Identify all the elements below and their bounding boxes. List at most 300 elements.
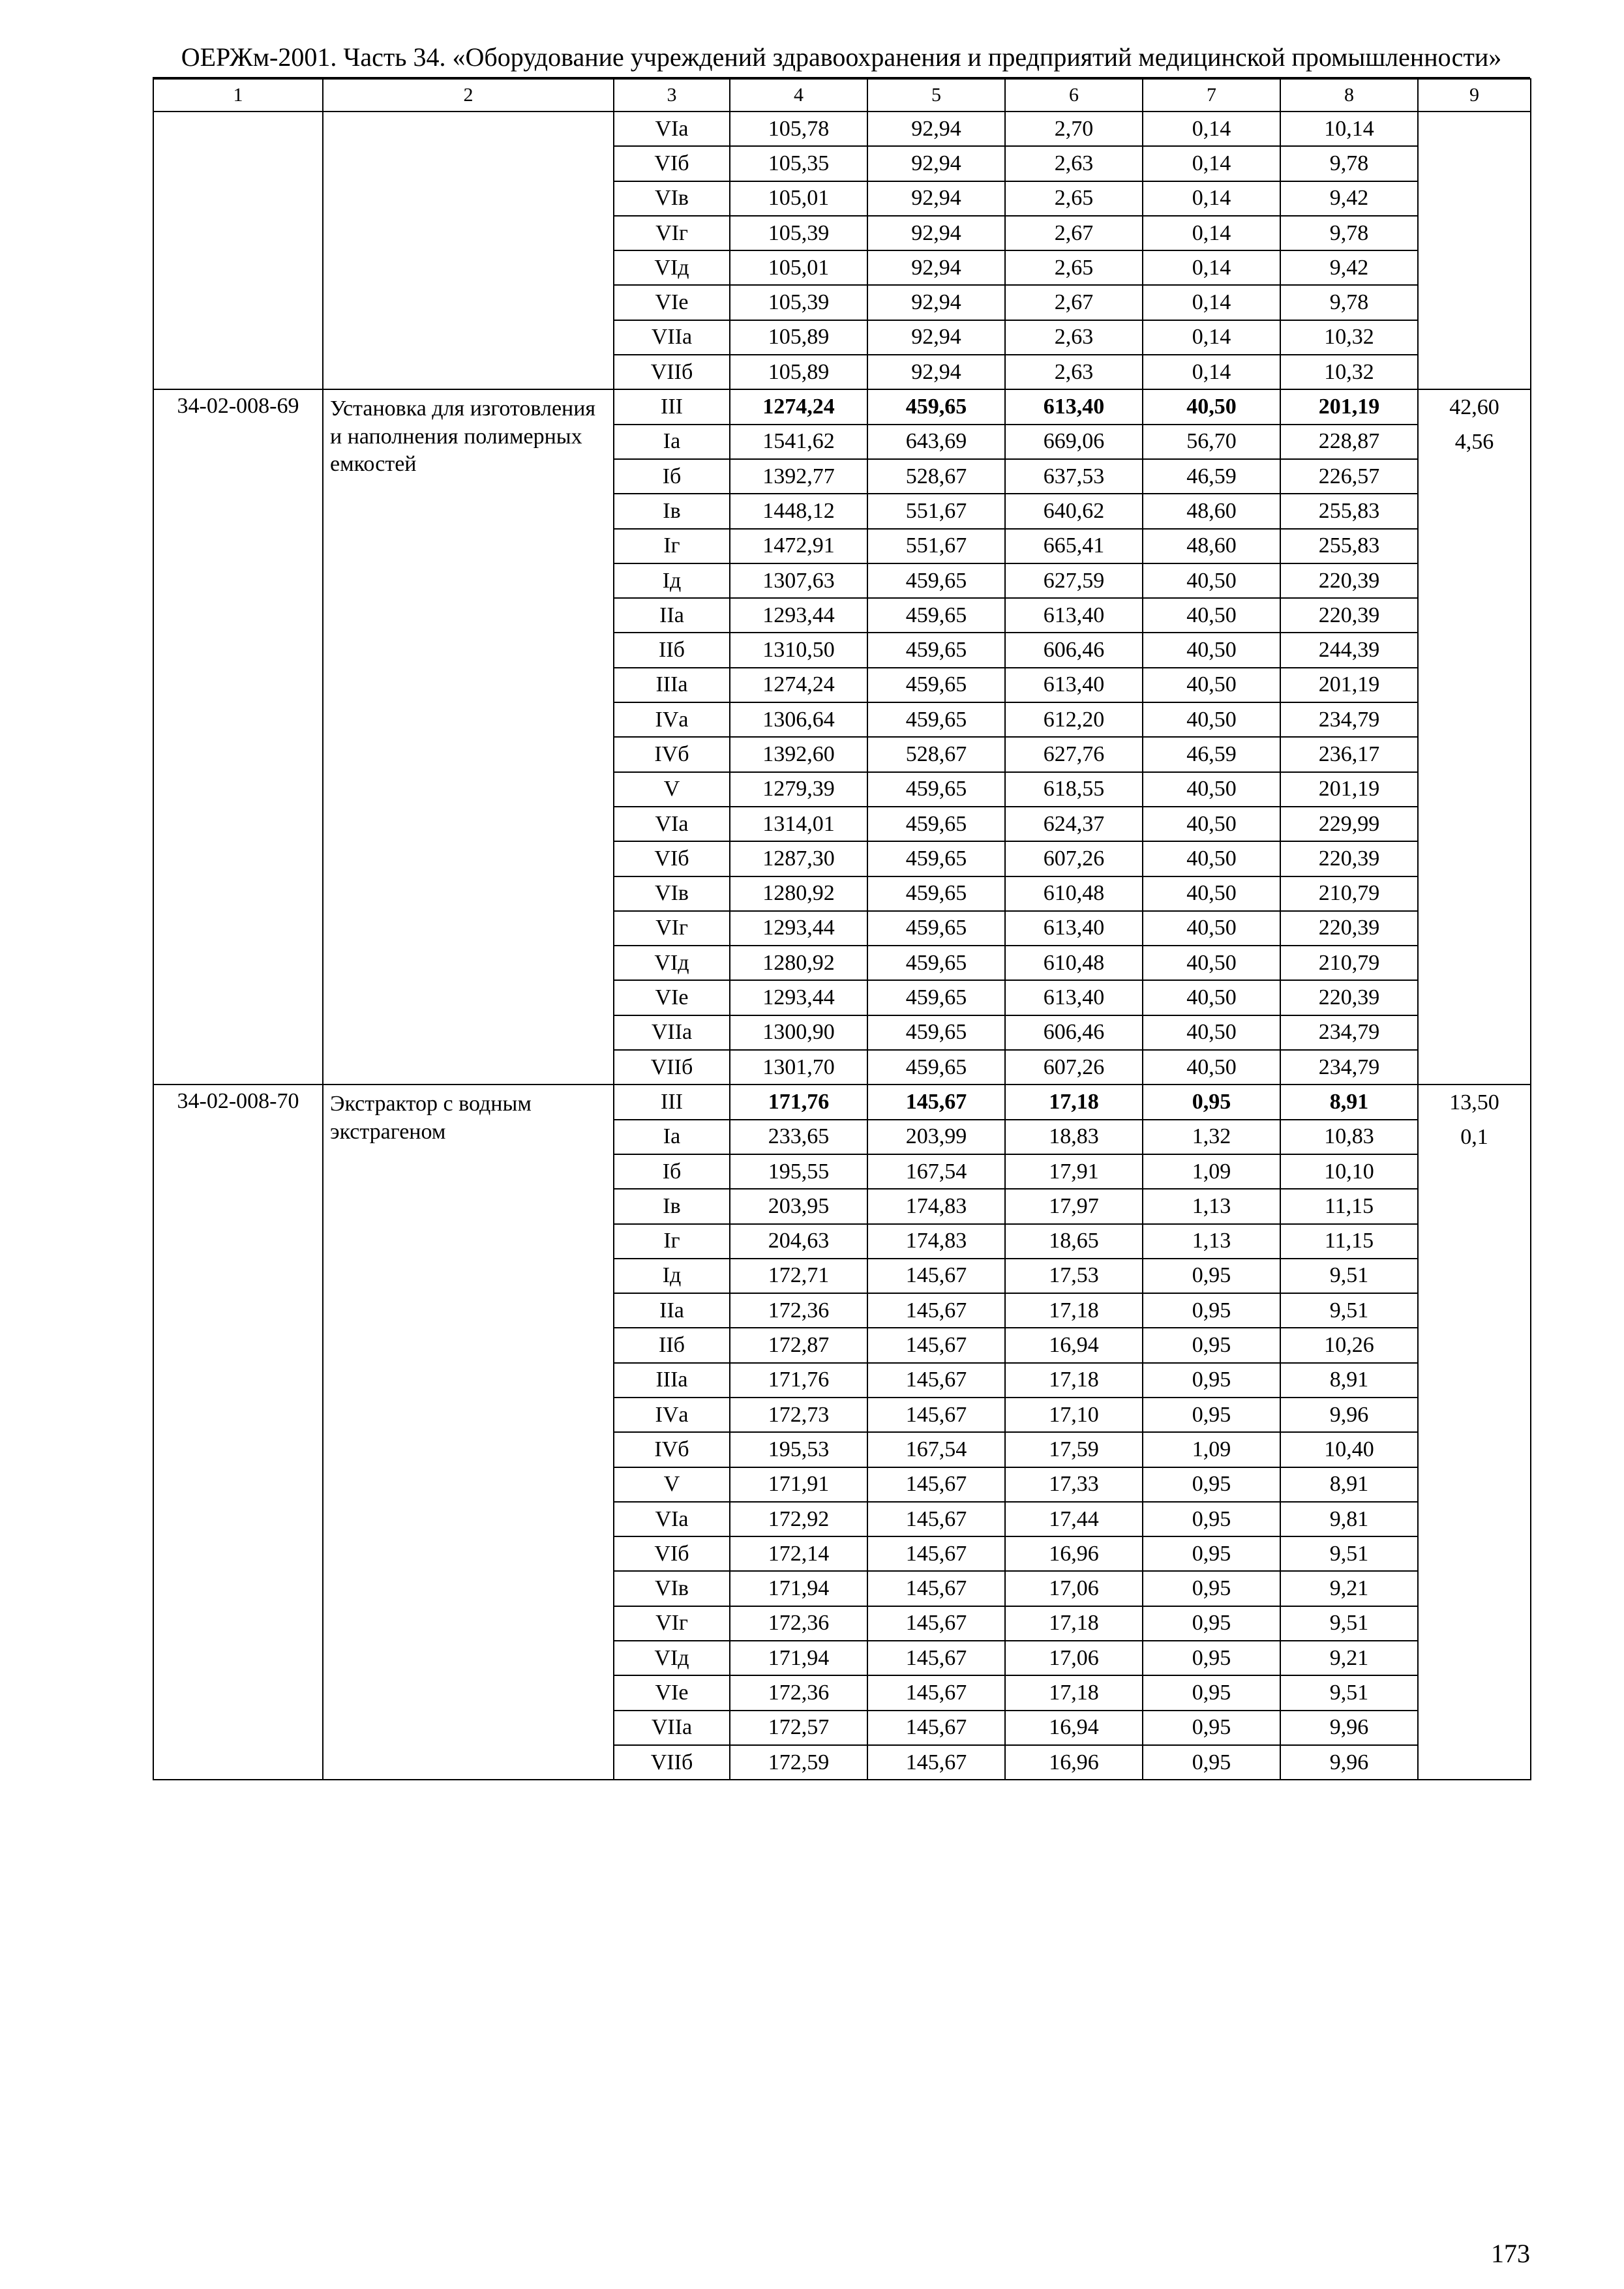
- value-cell: 145,67: [867, 1259, 1005, 1293]
- region-cell: IIа: [614, 598, 730, 633]
- region-cell: VIб: [614, 841, 730, 876]
- region-cell: VIа: [614, 1502, 730, 1536]
- value-cell: 1300,90: [730, 1015, 867, 1050]
- value-cell: 459,65: [867, 633, 1005, 667]
- value-cell: 172,71: [730, 1259, 867, 1293]
- table-row: [153, 112, 1531, 146]
- value-cell: 171,94: [730, 1571, 867, 1606]
- column9-cell: [1418, 1085, 1531, 1780]
- value-cell: 17,06: [1005, 1641, 1143, 1675]
- value-cell: 40,50: [1143, 807, 1280, 841]
- column-number: 3: [614, 79, 730, 112]
- value-cell: 627,76: [1005, 737, 1143, 771]
- value-cell: 220,39: [1280, 980, 1418, 1015]
- value-cell: 145,67: [867, 1328, 1005, 1362]
- value-cell: 612,20: [1005, 702, 1143, 737]
- value-cell: 234,79: [1280, 702, 1418, 737]
- value-cell: 0,95: [1143, 1675, 1280, 1710]
- value-cell: 459,65: [867, 946, 1005, 980]
- value-cell: 105,89: [730, 320, 867, 355]
- region-cell: IVб: [614, 737, 730, 771]
- value-cell: 40,50: [1143, 1015, 1280, 1050]
- region-cell: IIб: [614, 1328, 730, 1362]
- value-cell: 226,57: [1280, 459, 1418, 494]
- value-cell: 8,91: [1280, 1085, 1418, 1119]
- value-cell: 665,41: [1005, 529, 1143, 563]
- value-cell: 229,99: [1280, 807, 1418, 841]
- value-cell: 234,79: [1280, 1015, 1418, 1050]
- value-cell: 459,65: [867, 389, 1005, 424]
- value-cell: 0,95: [1143, 1085, 1280, 1119]
- value-cell: 0,14: [1143, 355, 1280, 389]
- value-cell: 16,94: [1005, 1711, 1143, 1745]
- value-cell: 459,65: [867, 911, 1005, 946]
- region-cell: V: [614, 1467, 730, 1502]
- value-cell: 0,14: [1143, 112, 1280, 146]
- region-cell: IIIа: [614, 1363, 730, 1398]
- region-cell: VIб: [614, 146, 730, 181]
- region-cell: Iб: [614, 459, 730, 494]
- value-cell: 105,39: [730, 216, 867, 250]
- value-cell: 11,15: [1280, 1224, 1418, 1259]
- region-cell: IVб: [614, 1432, 730, 1467]
- value-cell: 172,36: [730, 1293, 867, 1328]
- region-cell: VIд: [614, 1641, 730, 1675]
- value-cell: 10,40: [1280, 1432, 1418, 1467]
- value-cell: 46,59: [1143, 737, 1280, 771]
- value-cell: 92,94: [867, 285, 1005, 320]
- value-cell: 9,51: [1280, 1536, 1418, 1571]
- column-number: 9: [1418, 79, 1531, 112]
- value-cell: 627,59: [1005, 563, 1143, 598]
- column-number: 2: [323, 79, 614, 112]
- value-cell: 0,95: [1143, 1328, 1280, 1362]
- value-cell: 613,40: [1005, 668, 1143, 702]
- value-cell: 40,50: [1143, 1050, 1280, 1085]
- value-cell: 2,63: [1005, 146, 1143, 181]
- value-cell: 40,50: [1143, 563, 1280, 598]
- value-cell: 1293,44: [730, 598, 867, 633]
- value-cell: 204,63: [730, 1224, 867, 1259]
- value-cell: 172,14: [730, 1536, 867, 1571]
- column9-cell: [1418, 112, 1531, 389]
- value-cell: 9,51: [1280, 1259, 1418, 1293]
- value-cell: 220,39: [1280, 911, 1418, 946]
- value-cell: 459,65: [867, 563, 1005, 598]
- value-cell: 220,39: [1280, 598, 1418, 633]
- region-cell: IIа: [614, 1293, 730, 1328]
- value-cell: 459,65: [867, 841, 1005, 876]
- value-cell: 9,51: [1280, 1606, 1418, 1641]
- region-cell: IVа: [614, 1398, 730, 1432]
- value-cell: 459,65: [867, 598, 1005, 633]
- value-cell: 234,79: [1280, 1050, 1418, 1085]
- value-cell: 9,78: [1280, 285, 1418, 320]
- value-cell: 610,48: [1005, 946, 1143, 980]
- value-cell: 40,50: [1143, 633, 1280, 667]
- value-cell: 145,67: [867, 1571, 1005, 1606]
- value-cell: 9,42: [1280, 181, 1418, 216]
- value-cell: 624,37: [1005, 807, 1143, 841]
- value-cell: 9,81: [1280, 1502, 1418, 1536]
- region-cell: VIIа: [614, 1711, 730, 1745]
- value-cell: 1392,77: [730, 459, 867, 494]
- value-cell: 1,13: [1143, 1189, 1280, 1223]
- value-cell: 2,70: [1005, 112, 1143, 146]
- rates-table: [153, 78, 1531, 1780]
- value-cell: 40,50: [1143, 911, 1280, 946]
- value-cell: 10,83: [1280, 1120, 1418, 1154]
- value-cell: 610,48: [1005, 876, 1143, 911]
- value-cell: 1293,44: [730, 911, 867, 946]
- value-cell: 17,18: [1005, 1363, 1143, 1398]
- value-cell: 40,50: [1143, 598, 1280, 633]
- value-cell: 201,19: [1280, 668, 1418, 702]
- value-cell: 210,79: [1280, 876, 1418, 911]
- value-cell: 40,50: [1143, 946, 1280, 980]
- value-cell: 40,50: [1143, 702, 1280, 737]
- value-cell: 17,18: [1005, 1606, 1143, 1641]
- value-cell: 105,01: [730, 250, 867, 285]
- value-cell: 203,95: [730, 1189, 867, 1223]
- region-cell: V: [614, 772, 730, 807]
- value-cell: 174,83: [867, 1224, 1005, 1259]
- region-cell: Iв: [614, 494, 730, 528]
- value-cell: 40,50: [1143, 876, 1280, 911]
- value-cell: 228,87: [1280, 425, 1418, 459]
- value-cell: 528,67: [867, 459, 1005, 494]
- value-cell: 10,26: [1280, 1328, 1418, 1362]
- value-cell: 16,94: [1005, 1328, 1143, 1362]
- region-cell: Iг: [614, 1224, 730, 1259]
- value-cell: 92,94: [867, 250, 1005, 285]
- value-cell: 171,94: [730, 1641, 867, 1675]
- value-cell: 145,67: [867, 1293, 1005, 1328]
- value-cell: 18,83: [1005, 1120, 1143, 1154]
- value-cell: 9,51: [1280, 1675, 1418, 1710]
- value-cell: 1287,30: [730, 841, 867, 876]
- value-cell: 255,83: [1280, 494, 1418, 528]
- value-cell: 1392,60: [730, 737, 867, 771]
- table-row: [153, 1085, 1531, 1119]
- value-cell: 210,79: [1280, 946, 1418, 980]
- value-cell: 10,10: [1280, 1154, 1418, 1189]
- value-cell: 0,14: [1143, 285, 1280, 320]
- region-cell: Iд: [614, 1259, 730, 1293]
- value-cell: 9,21: [1280, 1571, 1418, 1606]
- value-cell: 0,95: [1143, 1293, 1280, 1328]
- column-number-row: [153, 79, 1531, 112]
- value-cell: 0,14: [1143, 320, 1280, 355]
- value-cell: 2,67: [1005, 216, 1143, 250]
- value-cell: 172,87: [730, 1328, 867, 1362]
- value-cell: 1301,70: [730, 1050, 867, 1085]
- region-cell: VIд: [614, 946, 730, 980]
- region-cell: VIIа: [614, 320, 730, 355]
- value-cell: 48,60: [1143, 494, 1280, 528]
- value-cell: 0,95: [1143, 1745, 1280, 1780]
- value-cell: 236,17: [1280, 737, 1418, 771]
- region-cell: Iб: [614, 1154, 730, 1189]
- value-cell: 1293,44: [730, 980, 867, 1015]
- value-cell: 172,73: [730, 1398, 867, 1432]
- column9-value: 13,50: [1449, 1090, 1499, 1115]
- value-cell: 8,91: [1280, 1467, 1418, 1502]
- value-cell: 17,06: [1005, 1571, 1143, 1606]
- value-cell: 17,33: [1005, 1467, 1143, 1502]
- value-cell: 459,65: [867, 668, 1005, 702]
- value-cell: 172,59: [730, 1745, 867, 1780]
- value-cell: 643,69: [867, 425, 1005, 459]
- value-cell: 2,65: [1005, 181, 1143, 216]
- value-cell: 17,10: [1005, 1398, 1143, 1432]
- region-cell: VIа: [614, 807, 730, 841]
- value-cell: 145,67: [867, 1502, 1005, 1536]
- value-cell: 613,40: [1005, 980, 1143, 1015]
- value-cell: 1307,63: [730, 563, 867, 598]
- value-cell: 220,39: [1280, 563, 1418, 598]
- value-cell: 618,55: [1005, 772, 1143, 807]
- value-cell: 46,59: [1143, 459, 1280, 494]
- value-cell: 2,63: [1005, 355, 1143, 389]
- value-cell: 17,18: [1005, 1293, 1143, 1328]
- value-cell: 613,40: [1005, 911, 1143, 946]
- region-cell: VIг: [614, 1606, 730, 1641]
- value-cell: 1,09: [1143, 1154, 1280, 1189]
- value-cell: 145,67: [867, 1641, 1005, 1675]
- value-cell: 9,21: [1280, 1641, 1418, 1675]
- value-cell: 220,39: [1280, 841, 1418, 876]
- value-cell: 17,91: [1005, 1154, 1143, 1189]
- value-cell: 105,01: [730, 181, 867, 216]
- value-cell: 1,09: [1143, 1432, 1280, 1467]
- value-cell: 16,96: [1005, 1745, 1143, 1780]
- value-cell: 1306,64: [730, 702, 867, 737]
- value-cell: 92,94: [867, 181, 1005, 216]
- value-cell: 167,54: [867, 1154, 1005, 1189]
- value-cell: 613,40: [1005, 598, 1143, 633]
- table-row: [153, 389, 1531, 424]
- region-cell: VIв: [614, 181, 730, 216]
- value-cell: 145,67: [867, 1085, 1005, 1119]
- value-cell: 613,40: [1005, 389, 1143, 424]
- region-cell: IVа: [614, 702, 730, 737]
- value-cell: 8,91: [1280, 1363, 1418, 1398]
- value-cell: 0,14: [1143, 146, 1280, 181]
- value-cell: 607,26: [1005, 841, 1143, 876]
- running-header: ОЕРЖм-2001. Часть 34. «Оборудование учреждений здравоохранения и предприятий медицинской промышленности»: [153, 38, 1530, 79]
- value-cell: 607,26: [1005, 1050, 1143, 1085]
- value-cell: 459,65: [867, 807, 1005, 841]
- value-cell: 0,95: [1143, 1398, 1280, 1432]
- region-cell: VIд: [614, 250, 730, 285]
- value-cell: 195,53: [730, 1432, 867, 1467]
- value-cell: 669,06: [1005, 425, 1143, 459]
- value-cell: 2,67: [1005, 285, 1143, 320]
- value-cell: 92,94: [867, 320, 1005, 355]
- value-cell: 606,46: [1005, 633, 1143, 667]
- value-cell: 1280,92: [730, 876, 867, 911]
- value-cell: 459,65: [867, 980, 1005, 1015]
- value-cell: 1280,92: [730, 946, 867, 980]
- region-cell: VIе: [614, 1675, 730, 1710]
- value-cell: 0,95: [1143, 1467, 1280, 1502]
- value-cell: 0,95: [1143, 1363, 1280, 1398]
- region-cell: VIв: [614, 1571, 730, 1606]
- value-cell: 195,55: [730, 1154, 867, 1189]
- value-cell: 40,50: [1143, 841, 1280, 876]
- value-cell: 606,46: [1005, 1015, 1143, 1050]
- rate-code: [153, 112, 323, 389]
- value-cell: 16,96: [1005, 1536, 1143, 1571]
- value-cell: 145,67: [867, 1745, 1005, 1780]
- value-cell: 40,50: [1143, 389, 1280, 424]
- value-cell: 167,54: [867, 1432, 1005, 1467]
- value-cell: 1314,01: [730, 807, 867, 841]
- value-cell: 1279,39: [730, 772, 867, 807]
- value-cell: 1310,50: [730, 633, 867, 667]
- value-cell: 459,65: [867, 1015, 1005, 1050]
- value-cell: 17,18: [1005, 1675, 1143, 1710]
- value-cell: 0,95: [1143, 1502, 1280, 1536]
- value-cell: 145,67: [867, 1675, 1005, 1710]
- value-cell: 40,50: [1143, 772, 1280, 807]
- value-cell: 17,18: [1005, 1085, 1143, 1119]
- value-cell: 40,50: [1143, 980, 1280, 1015]
- region-cell: VIIб: [614, 1050, 730, 1085]
- value-cell: 9,96: [1280, 1711, 1418, 1745]
- region-cell: VIе: [614, 980, 730, 1015]
- value-cell: 2,63: [1005, 320, 1143, 355]
- value-cell: 17,59: [1005, 1432, 1143, 1467]
- region-cell: VIа: [614, 112, 730, 146]
- value-cell: 105,39: [730, 285, 867, 320]
- region-cell: VIг: [614, 911, 730, 946]
- value-cell: 92,94: [867, 216, 1005, 250]
- value-cell: 0,95: [1143, 1259, 1280, 1293]
- value-cell: 0,95: [1143, 1641, 1280, 1675]
- value-cell: 255,83: [1280, 529, 1418, 563]
- value-cell: 1274,24: [730, 668, 867, 702]
- value-cell: 171,76: [730, 1363, 867, 1398]
- value-cell: 17,97: [1005, 1189, 1143, 1223]
- value-cell: 551,67: [867, 529, 1005, 563]
- page-number: 173: [1491, 2239, 1530, 2268]
- region-cell: III: [614, 1085, 730, 1119]
- value-cell: 203,99: [867, 1120, 1005, 1154]
- value-cell: 105,78: [730, 112, 867, 146]
- value-cell: 171,91: [730, 1467, 867, 1502]
- value-cell: 9,78: [1280, 146, 1418, 181]
- rate-code: 34-02-008-69: [153, 389, 323, 1085]
- value-cell: 105,35: [730, 146, 867, 181]
- value-cell: 459,65: [867, 1050, 1005, 1085]
- value-cell: 9,96: [1280, 1398, 1418, 1432]
- value-cell: 1448,12: [730, 494, 867, 528]
- column-number: 1: [153, 79, 323, 112]
- value-cell: 172,36: [730, 1675, 867, 1710]
- region-cell: VIб: [614, 1536, 730, 1571]
- value-cell: 145,67: [867, 1398, 1005, 1432]
- value-cell: 233,65: [730, 1120, 867, 1154]
- rate-name: [323, 112, 614, 389]
- value-cell: 0,95: [1143, 1711, 1280, 1745]
- value-cell: 10,14: [1280, 112, 1418, 146]
- value-cell: 17,44: [1005, 1502, 1143, 1536]
- region-cell: III: [614, 389, 730, 424]
- region-cell: VIв: [614, 876, 730, 911]
- column-number: 5: [867, 79, 1005, 112]
- value-cell: 1,13: [1143, 1224, 1280, 1259]
- region-cell: Iд: [614, 563, 730, 598]
- region-cell: Iа: [614, 1120, 730, 1154]
- region-cell: VIIб: [614, 355, 730, 389]
- region-cell: IIб: [614, 633, 730, 667]
- value-cell: 11,15: [1280, 1189, 1418, 1223]
- region-cell: Iв: [614, 1189, 730, 1223]
- region-cell: VIг: [614, 216, 730, 250]
- value-cell: 1541,62: [730, 425, 867, 459]
- value-cell: 145,67: [867, 1467, 1005, 1502]
- value-cell: 2,65: [1005, 250, 1143, 285]
- value-cell: 528,67: [867, 737, 1005, 771]
- value-cell: 244,39: [1280, 633, 1418, 667]
- value-cell: 17,53: [1005, 1259, 1143, 1293]
- value-cell: 9,78: [1280, 216, 1418, 250]
- value-cell: 40,50: [1143, 668, 1280, 702]
- value-cell: 1472,91: [730, 529, 867, 563]
- value-cell: 145,67: [867, 1606, 1005, 1641]
- value-cell: 0,14: [1143, 250, 1280, 285]
- value-cell: 0,95: [1143, 1536, 1280, 1571]
- region-cell: VIе: [614, 285, 730, 320]
- value-cell: 0,95: [1143, 1606, 1280, 1641]
- column9-cell: [1418, 389, 1531, 1085]
- value-cell: 1274,24: [730, 389, 867, 424]
- region-cell: VIIб: [614, 1745, 730, 1780]
- value-cell: 640,62: [1005, 494, 1143, 528]
- value-cell: 92,94: [867, 355, 1005, 389]
- value-cell: 56,70: [1143, 425, 1280, 459]
- value-cell: 172,57: [730, 1711, 867, 1745]
- region-cell: VIIа: [614, 1015, 730, 1050]
- value-cell: 9,51: [1280, 1293, 1418, 1328]
- value-cell: 0,95: [1143, 1571, 1280, 1606]
- value-cell: 48,60: [1143, 529, 1280, 563]
- value-cell: 171,76: [730, 1085, 867, 1119]
- rate-name: Установка для изготовления и наполнения полимерных емкостей: [323, 389, 614, 1085]
- column-number: 4: [730, 79, 867, 112]
- value-cell: 459,65: [867, 876, 1005, 911]
- rate-code: 34-02-008-70: [153, 1085, 323, 1780]
- value-cell: 10,32: [1280, 320, 1418, 355]
- value-cell: 1,32: [1143, 1120, 1280, 1154]
- value-cell: 174,83: [867, 1189, 1005, 1223]
- value-cell: 145,67: [867, 1536, 1005, 1571]
- value-cell: 0,14: [1143, 216, 1280, 250]
- column9-value: 0,1: [1460, 1125, 1488, 1150]
- value-cell: 92,94: [867, 112, 1005, 146]
- value-cell: 172,36: [730, 1606, 867, 1641]
- value-cell: 0,14: [1143, 181, 1280, 216]
- region-cell: Iг: [614, 529, 730, 563]
- region-cell: IIIа: [614, 668, 730, 702]
- column-number: 6: [1005, 79, 1143, 112]
- table-body: [153, 79, 1531, 1780]
- value-cell: 18,65: [1005, 1224, 1143, 1259]
- value-cell: 9,96: [1280, 1745, 1418, 1780]
- column-number: 8: [1280, 79, 1418, 112]
